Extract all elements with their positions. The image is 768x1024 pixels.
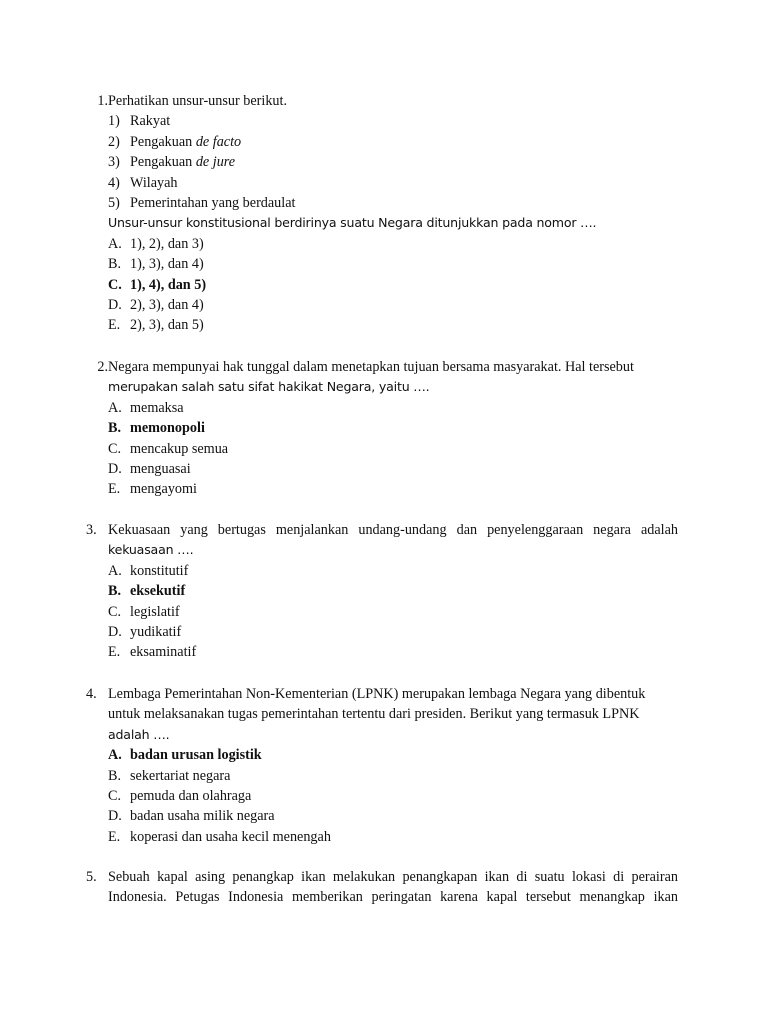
list-item: 5) Pemerintahan yang berdaulat bbox=[108, 195, 296, 212]
answer-option: A. 1), 2), dan 3) bbox=[108, 235, 204, 252]
answer-option: D. 2), 3), dan 4) bbox=[108, 297, 204, 314]
answer-option: E. mengayomi bbox=[108, 481, 197, 498]
answer-option: D. yudikatif bbox=[108, 624, 182, 641]
answer-option: C. mencakup semua bbox=[108, 440, 229, 457]
question-stem: untuk melaksanakan tugas pemerintahan tertentu dari presiden. Berikut yang termasuk LPNK bbox=[108, 706, 640, 723]
question-5 bbox=[80, 867, 678, 908]
answer-option-correct: C. 1), 4), dan 5) bbox=[108, 276, 207, 293]
question-3 bbox=[80, 520, 678, 663]
answer-option-correct: A. badan urusan logistik bbox=[108, 747, 262, 764]
question-number: 5. bbox=[86, 869, 97, 885]
list-item: 1) Rakyat bbox=[108, 113, 171, 130]
question-stem: adalah …. bbox=[108, 726, 170, 742]
question-stem: Kekuasaan yang bertugas menjalankan undang-undang dan penyelenggaraan negara adalah bbox=[108, 522, 678, 538]
question-1 bbox=[80, 91, 678, 336]
question-stem: Negara mempunyai hak tunggal dalam menetapkan tujuan bersama masyarakat. Hal tersebut bbox=[108, 359, 634, 375]
answer-option: E. koperasi dan usaha kecil menengah bbox=[108, 828, 331, 845]
question-stem: Indonesia. Petugas Indonesia memberikan peringatan karena kapal tersebut menangkap ikan bbox=[108, 889, 678, 906]
question-number: 1. bbox=[97, 93, 108, 109]
question-stem: Sebuah kapal asing penangkap ikan melakukan penangkapan ikan di suatu lokasi di perairan bbox=[108, 869, 678, 885]
question-stem: kekuasaan …. bbox=[108, 542, 194, 558]
question-number: 4. bbox=[86, 686, 97, 702]
answer-option: E. eksaminatif bbox=[108, 644, 197, 661]
answer-option: D. menguasai bbox=[108, 461, 191, 478]
list-item: 2) Pengakuan de facto bbox=[108, 133, 242, 150]
answer-option: D. badan usaha milik negara bbox=[108, 808, 275, 825]
answer-option: A. memaksa bbox=[108, 399, 184, 416]
question-number: 3. bbox=[86, 522, 97, 538]
question-number: 2. bbox=[97, 359, 108, 375]
answer-option-correct: B. memonopoli bbox=[108, 420, 205, 437]
answer-option: C. pemuda dan olahraga bbox=[108, 788, 252, 805]
question-stem: Lembaga Pemerintahan Non-Kementerian (LPNK) merupakan lembaga Negara yang dibentuk bbox=[108, 686, 646, 702]
list-item: 3) Pengakuan de jure bbox=[108, 154, 236, 171]
answer-option: C. legislatif bbox=[108, 603, 180, 620]
question-stem: merupakan salah satu sifat hakikat Negara, yaitu …. bbox=[108, 379, 430, 395]
question-2 bbox=[80, 357, 678, 500]
question-stem: Perhatikan unsur-unsur berikut. bbox=[108, 93, 287, 109]
question-prompt: Unsur-unsur konstitusional berdirinya suatu Negara ditunjukkan pada nomor …. bbox=[108, 215, 597, 231]
question-4 bbox=[80, 684, 678, 847]
answer-option: E. 2), 3), dan 5) bbox=[108, 317, 204, 334]
answer-option-correct: B. eksekutif bbox=[108, 583, 186, 600]
list-item: 4) Wilayah bbox=[108, 174, 178, 191]
answer-option: A. konstitutif bbox=[108, 562, 189, 579]
answer-option: B. 1), 3), dan 4) bbox=[108, 256, 204, 273]
answer-option: B. sekertariat negara bbox=[108, 767, 231, 784]
